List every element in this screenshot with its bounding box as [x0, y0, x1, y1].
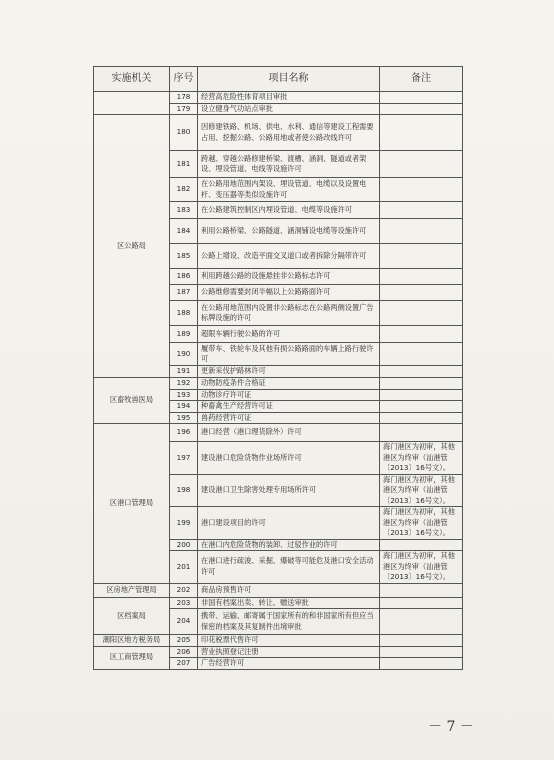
item-number-cell: 203 — [170, 597, 198, 609]
item-note-cell — [380, 539, 463, 551]
item-name-cell: 在公路用地范围内设置非公路标志在公路两侧设置广告标牌设施的许可 — [198, 301, 380, 326]
item-number-cell: 199 — [170, 507, 198, 540]
item-number-cell: 184 — [170, 219, 198, 244]
item-number-cell: 206 — [170, 646, 198, 658]
item-name-cell: 建设港口卫生除害处理专用场所许可 — [198, 474, 380, 507]
org-cell — [94, 92, 170, 115]
item-name-cell: 超限车辆行驶公路的许可 — [198, 326, 380, 343]
item-number-cell: 204 — [170, 609, 198, 635]
item-number-cell: 186 — [170, 269, 198, 285]
item-name-cell: 经营高危险性体育项目审批 — [198, 92, 380, 104]
table-row — [94, 635, 463, 647]
org-cell: 区畜牧兽医局 — [94, 377, 170, 424]
approval-items-table — [93, 66, 463, 670]
table-body — [94, 92, 463, 670]
item-name-cell: 设立健身气功站点审批 — [198, 103, 380, 115]
item-name-cell: 在港口内危险货物的装卸、过驳作业的许可 — [198, 539, 380, 551]
header-org: 实施机关 — [94, 67, 170, 92]
item-note-cell — [380, 412, 463, 424]
org-cell: 区工商管理局 — [94, 646, 170, 669]
item-number-cell: 202 — [170, 583, 198, 597]
item-number-cell: 180 — [170, 115, 198, 151]
item-name-cell: 在公路用地范围内架设、埋设管道、电缆以及设置电杆、变压器等类似设施许可 — [198, 178, 380, 202]
item-number-cell: 193 — [170, 389, 198, 401]
org-cell: 潮阳区地方税务局 — [94, 635, 170, 647]
org-cell: 区公路局 — [94, 115, 170, 378]
item-number-cell: 185 — [170, 244, 198, 269]
item-name-cell: 建设港口危险货物作业场所许可 — [198, 442, 380, 475]
item-name-cell: 兽药经营许可证 — [198, 412, 380, 424]
item-note-cell — [380, 583, 463, 597]
item-note-cell — [380, 343, 463, 366]
item-number-cell: 181 — [170, 151, 198, 178]
item-note-cell: 海门港区为初审，其他港区为终审（汕港管〔2013〕16号文）。 — [380, 442, 463, 475]
item-note-cell: 海门港区为初审，其他港区为终审（汕港管〔2013〕16号文）。 — [380, 551, 463, 584]
item-number-cell: 197 — [170, 442, 198, 475]
item-note-cell — [380, 178, 463, 202]
item-number-cell: 187 — [170, 285, 198, 301]
header-note: 备注 — [380, 67, 463, 92]
item-number-cell: 200 — [170, 539, 198, 551]
table-row — [94, 583, 463, 597]
item-note-cell — [380, 377, 463, 389]
item-note-cell — [380, 202, 463, 219]
item-note-cell — [380, 219, 463, 244]
item-number-cell: 189 — [170, 326, 198, 343]
item-number-cell: 207 — [170, 658, 198, 670]
item-note-cell — [380, 103, 463, 115]
org-cell: 区档案局 — [94, 597, 170, 635]
item-name-cell: 港口经营（港口理货除外）许可 — [198, 424, 380, 442]
table-row — [94, 377, 463, 389]
item-name-cell: 公路维修需要封闭半幅以上公路路面许可 — [198, 285, 380, 301]
item-number-cell: 191 — [170, 366, 198, 378]
item-name-cell: 跨越、穿越公路修建桥梁、渡槽、涵洞、隧道或者架设、埋设管道、电线等设施许可 — [198, 151, 380, 178]
org-cell: 区房地产管理局 — [94, 583, 170, 597]
item-name-cell: 更新采伐护路林许可 — [198, 366, 380, 378]
item-number-cell: 195 — [170, 412, 198, 424]
item-name-cell: 印花税票代售许可 — [198, 635, 380, 647]
item-number-cell: 188 — [170, 301, 198, 326]
item-number-cell: 194 — [170, 401, 198, 413]
table-header-row — [94, 67, 463, 92]
item-note-cell — [380, 389, 463, 401]
item-number-cell: 182 — [170, 178, 198, 202]
item-note-cell — [380, 151, 463, 178]
item-note-cell — [380, 646, 463, 658]
item-number-cell: 196 — [170, 424, 198, 442]
item-note-cell — [380, 401, 463, 413]
org-cell: 区港口管理局 — [94, 424, 170, 584]
item-name-cell: 营业执照登记注册 — [198, 646, 380, 658]
item-number-cell: 178 — [170, 92, 198, 104]
table-row — [94, 646, 463, 658]
item-name-cell: 动物防疫条件合格证 — [198, 377, 380, 389]
item-note-cell: 海门港区为初审，其他港区为终审（汕港管〔2013〕16号文）。 — [380, 474, 463, 507]
item-number-cell: 190 — [170, 343, 198, 366]
item-name-cell: 在公路建筑控制区内埋设管道、电缆等设施许可 — [198, 202, 380, 219]
item-name-cell: 公路上增设、改造平面交叉道口或者拆除分隔带许可 — [198, 244, 380, 269]
item-name-cell: 因修建铁路、机场、供电、水利、通信等建设工程需要占用、挖掘公路、公路用地或者使公路改线许可 — [198, 115, 380, 151]
header-num: 序号 — [170, 67, 198, 92]
item-name-cell: 广告经营许可 — [198, 658, 380, 670]
item-note-cell — [380, 244, 463, 269]
item-number-cell: 183 — [170, 202, 198, 219]
item-name-cell: 携带、运输、邮寄属于国家所有的和非国家所有但应当保密的档案及其复制件出境审批 — [198, 609, 380, 635]
item-name-cell: 在港口进行疏浚、采掘、爆破等可能危及港口安全活动许可 — [198, 551, 380, 584]
item-note-cell — [380, 115, 463, 151]
item-note-cell — [380, 609, 463, 635]
item-note-cell — [380, 658, 463, 670]
table-row — [94, 424, 463, 442]
item-name-cell: 利用公路桥梁、公路隧道、涵洞铺设电缆等设施许可 — [198, 219, 380, 244]
item-number-cell: 198 — [170, 474, 198, 507]
item-note-cell — [380, 326, 463, 343]
table-row — [94, 597, 463, 609]
item-number-cell: 205 — [170, 635, 198, 647]
item-name-cell: 动物诊疗许可证 — [198, 389, 380, 401]
item-note-cell — [380, 269, 463, 285]
item-name-cell: 非国有档案出卖、转让、赠送审批 — [198, 597, 380, 609]
item-name-cell: 履带车、铁轮车及其他有损公路路面的车辆上路行驶许可 — [198, 343, 380, 366]
page-number: － 7 － — [428, 719, 474, 735]
item-note-cell — [380, 301, 463, 326]
item-note-cell — [380, 597, 463, 609]
item-note-cell — [380, 424, 463, 442]
item-note-cell — [380, 285, 463, 301]
item-name-cell: 商品房预售许可 — [198, 583, 380, 597]
item-note-cell — [380, 92, 463, 104]
header-name: 项目名称 — [198, 67, 380, 92]
item-number-cell: 201 — [170, 551, 198, 584]
item-name-cell: 利用跨越公路的设施悬挂非公路标志许可 — [198, 269, 380, 285]
item-name-cell: 种畜禽生产经营许可证 — [198, 401, 380, 413]
item-note-cell — [380, 635, 463, 647]
table-row — [94, 92, 463, 104]
item-name-cell: 港口建设项目的许可 — [198, 507, 380, 540]
table-row — [94, 115, 463, 151]
item-number-cell: 192 — [170, 377, 198, 389]
item-number-cell: 179 — [170, 103, 198, 115]
item-note-cell: 海门港区为初审，其他港区为终审（汕港管〔2013〕16号文）。 — [380, 507, 463, 540]
item-note-cell — [380, 366, 463, 378]
